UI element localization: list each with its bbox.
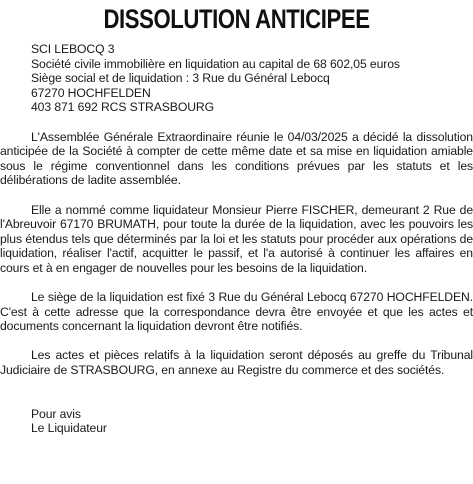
notice-body xyxy=(0,42,473,436)
notice-title: DISSOLUTION ANTICIPEE xyxy=(103,4,370,34)
company-postal-city: 67270 HOCHFELDEN xyxy=(31,85,151,100)
company-rcs: 403 871 692 RCS STRASBOURG xyxy=(31,100,215,115)
company-name: SCI LEBOCQ 3 xyxy=(31,42,115,56)
paragraph-liquidator: Elle a nommé comme liquidateur Monsieur Pierre FISCHER, demeurant 2 Rue de l'Abreuvoir 67170 BRUMATH, pour toute la durée de la liquidation, avec les pouvoirs les plus étendus tels que déterminés par la loi et les statuts pour procéder aux opérations de liquidation, réaliser l'actif, acquitter le passif, et l'a autorisé à continuer les affaires en cours et à en engager de nouvelles pour les besoins de la liquidation. xyxy=(0,202,473,275)
signature-block xyxy=(0,407,473,436)
signature-line-liquidateur: Le Liquidateur xyxy=(31,421,107,436)
company-description: Société civile immobilière en liquidation au capital de 68 602,05 euros xyxy=(31,56,400,71)
paragraph-liquidation-seat: Le siège de la liquidation est fixé 3 Rue du Général Lebocq 67270 HOCHFELDEN. C'est à cette adresse que la correspondance devra être envoyée et que les actes et documents concernant la liquidation devront être notifiés. xyxy=(0,290,473,334)
paragraph-dissolution: L'Assemblée Générale Extraordinaire réunie le 04/03/2025 a décidé la dissolution anticipée de la Société à compter de cette même date et sa mise en liquidation amiable sous le régime conventionnel dans les conditions prévues par les statuts et les délibérations de ladite assemblée. xyxy=(0,129,473,188)
paragraph-filing: Les actes et pièces relatifs à la liquidation seront déposés au greffe du Tribunal Judiciaire de STRASBOURG, en annexe au Registre du commerce et des sociétés. xyxy=(0,348,473,378)
signature-line-pour-avis: Pour avis xyxy=(31,406,81,421)
company-registered-office: Siège social et de liquidation : 3 Rue du Général Lebocq xyxy=(31,71,330,86)
company-header xyxy=(0,42,473,115)
